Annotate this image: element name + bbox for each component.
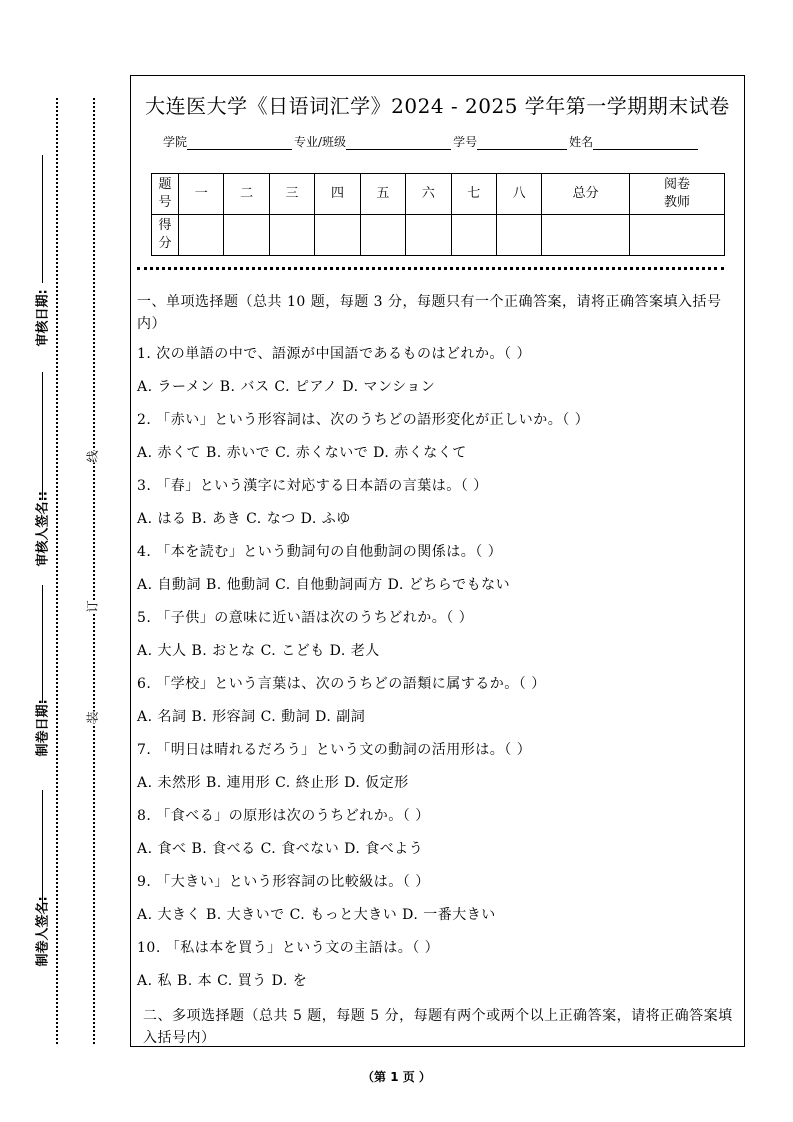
question-1-options: A. ラーメン B. バス C. ピアノ D. マンション [137,379,436,395]
col-header: 八 [496,174,541,215]
question-6-options: A. 名詞 B. 形容詞 C. 動詞 D. 副詞 [137,709,366,725]
question-9: 9. 「大きい」という形容詞の比較級は。（ ） [137,874,430,890]
col-header: 七 [451,174,496,215]
college-field[interactable] [187,137,292,150]
section1-heading: 一、单项选择题（总共 10 题，每题 3 分，每题只有一个正确答案，请将正确答案填入括号内） [137,294,722,332]
score-table-header-row [152,174,725,215]
question-1: 1. 次の単語の中で、語源が中国語であるものはどれか。（ ） [137,346,531,362]
major-field[interactable] [346,137,451,150]
score-cell[interactable] [269,215,314,256]
section2-heading: 二、多项选择题（总共 5 题，每题 5 分，每题有两个或两个以上正确答案，请将正确答案填入括号内） [143,1008,733,1046]
exam-content [137,291,738,1049]
score-table-score-row [152,215,725,256]
question-5-options: A. 大人 B. おとな C. こども D. 老人 [137,643,380,659]
question-2: 2. 「赤い」という形容詞は、次のうちどの語形変化が正しいか。（ ） [137,412,590,428]
col-header: 三 [269,174,314,215]
name-label: 姓名 [569,135,594,149]
reviewer-date-blank [42,155,43,283]
question-8-options: A. 食べ B. 食べる C. 食べない D. 食べよう [137,841,424,857]
question-2-options: A. 赤くて B. 赤いで C. 赤くないで D. 赤くなくて [137,445,467,461]
reviewer-sign-label: 审核人签名:: [35,491,51,567]
student-info-row [163,133,700,150]
score-cell[interactable] [179,215,224,256]
exam-frame [130,75,745,1047]
question-7-options: A. 未然形 B. 連用形 C. 終止形 D. 仮定形 [137,775,409,791]
col-header: 五 [360,174,405,215]
binding-fix-char: 装 [82,711,103,723]
dotted-separator [137,267,724,270]
score-cell[interactable] [360,215,405,256]
question-7: 7. 「明日は晴れるだろう」という文の動詞の活用形は。（ ） [137,742,532,758]
score-cell[interactable] [451,215,496,256]
col-header: 六 [406,174,451,215]
score-cell[interactable] [224,215,269,256]
question-6: 6. 「学校」という言葉は、次のうちどの語類に属するか。（ ） [137,676,546,692]
college-label: 学院 [163,135,188,149]
question-number-header: 题 号 [152,174,179,215]
grader-header: 阅卷 教师 [630,174,725,215]
binding-order-char: 订 [82,600,103,612]
exam-title: 大连医大学《日语词汇学》2024 - 2025 学年第一学期期末试卷 [145,94,730,118]
question-5: 5. 「子供」の意味に近い語は次のうちどれか。（ ） [137,610,474,626]
col-header-total: 总分 [542,174,630,215]
reviewer-date-label: 审核日期: [35,289,51,347]
major-label: 专业/班级 [294,135,347,149]
question-4: 4. 「本を読む」という動詞句の自他動詞の関係は。（ ） [137,544,503,560]
maker-date-label: 制卷日期: [35,699,51,757]
question-3: 3. 「春」という漢字に対応する日本語の言葉は。（ ） [137,478,488,494]
question-4-options: A. 自動詞 B. 他動詞 C. 自他動詞両方 D. どちらでもない [137,577,511,593]
score-table [151,173,725,256]
score-row-header: 得 分 [152,215,179,256]
margin-dotted-line-outer [56,98,58,1044]
binding-line-char: 线 [82,450,103,462]
student-id-label: 学号 [453,135,478,149]
col-header: 四 [315,174,360,215]
maker-date-blank [42,585,43,703]
name-field[interactable] [593,137,698,150]
score-cell-total[interactable] [542,215,630,256]
grader-cell[interactable] [630,215,725,256]
score-cell[interactable] [315,215,360,256]
maker-sign-blank [42,790,43,908]
score-cell[interactable] [496,215,541,256]
col-header: 二 [224,174,269,215]
margin-dotted-line-inner [93,98,95,1044]
page-number: （第 1 页 ） [362,1070,431,1084]
maker-sign-label: 制卷人签名: [35,896,51,967]
question-9-options: A. 大きく B. 大きいで C. もっと大きい D. 一番大きい [137,907,496,923]
score-cell[interactable] [406,215,451,256]
col-header: 一 [179,174,224,215]
student-id-field[interactable] [477,137,567,150]
question-3-options: A. はる B. あき C. なつ D. ふゆ [137,511,351,527]
question-10-options: A. 私 B. 本 C. 買う D. を [137,973,308,989]
reviewer-sign-blank [42,372,43,500]
question-10: 10. 「私は本を買う」という文の主語は。（ ） [137,940,440,956]
question-8: 8. 「食べる」の原形は次のうちどれか。（ ） [137,808,430,824]
